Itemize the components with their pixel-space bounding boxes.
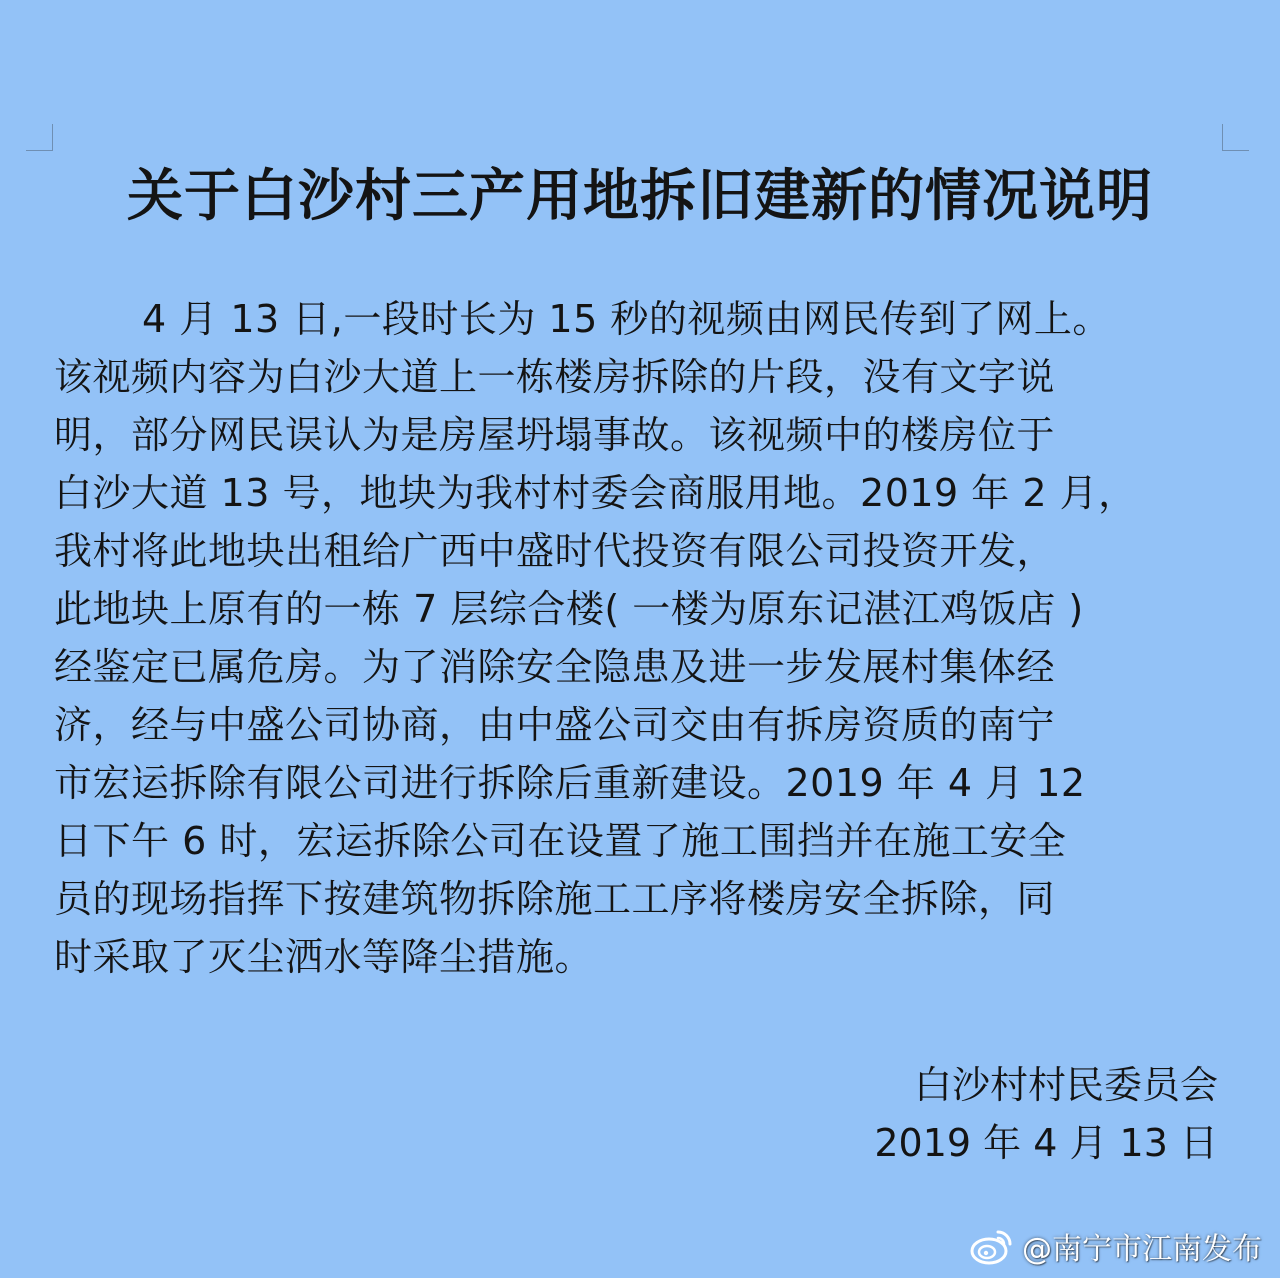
body-line: 4 月 13 日,一段时长为 15 秒的视频由网民传到了网上。 xyxy=(142,297,1111,341)
body-line: 该视频内容为白沙大道上一栋楼房拆除的片段，没有文字说 xyxy=(54,355,1056,399)
body-line: 我村将此地块出租给广西中盛时代投资有限公司投资开发， xyxy=(54,529,1056,573)
signature-block xyxy=(874,1056,1218,1172)
weibo-icon xyxy=(968,1226,1014,1266)
body-line: 经鉴定已属危房。为了消除安全隐患及进一步发展村集体经 xyxy=(54,645,1056,689)
body-line: 员的现场指挥下按建筑物拆除施工工序将楼房安全拆除，同 xyxy=(54,877,1056,921)
body-line: 时采取了灭尘洒水等降尘措施。 xyxy=(54,935,594,979)
corner-mark-top-right xyxy=(1222,124,1249,151)
body-line: 此地块上原有的一栋 7 层综合楼( 一楼为原东记湛江鸡饭店 ) xyxy=(54,587,1084,631)
body-line: 白沙大道 13 号，地块为我村村委会商服用地。2019 年 2 月， xyxy=(54,471,1137,515)
document-body xyxy=(54,290,1226,986)
body-line: 日下午 6 时，宏运拆除公司在设置了施工围挡并在施工安全 xyxy=(54,819,1067,863)
watermark xyxy=(968,1224,1262,1268)
watermark-text: @南宁市江南发布 xyxy=(1022,1232,1262,1267)
body-line: 明，部分网民误认为是房屋坍塌事故。该视频中的楼房位于 xyxy=(54,413,1056,457)
signature-date: 2019 年 4 月 13 日 xyxy=(874,1121,1218,1165)
signature-org: 白沙村村民委员会 xyxy=(913,1063,1218,1107)
body-line: 济，经与中盛公司协商，由中盛公司交由有拆房资质的南宁 xyxy=(54,703,1056,747)
document-title: 关于白沙村三产用地拆旧建新的情况说明 xyxy=(127,164,1153,229)
corner-mark-top-left xyxy=(26,124,53,151)
body-line: 市宏运拆除有限公司进行拆除后重新建设。2019 年 4 月 12 xyxy=(54,761,1086,805)
